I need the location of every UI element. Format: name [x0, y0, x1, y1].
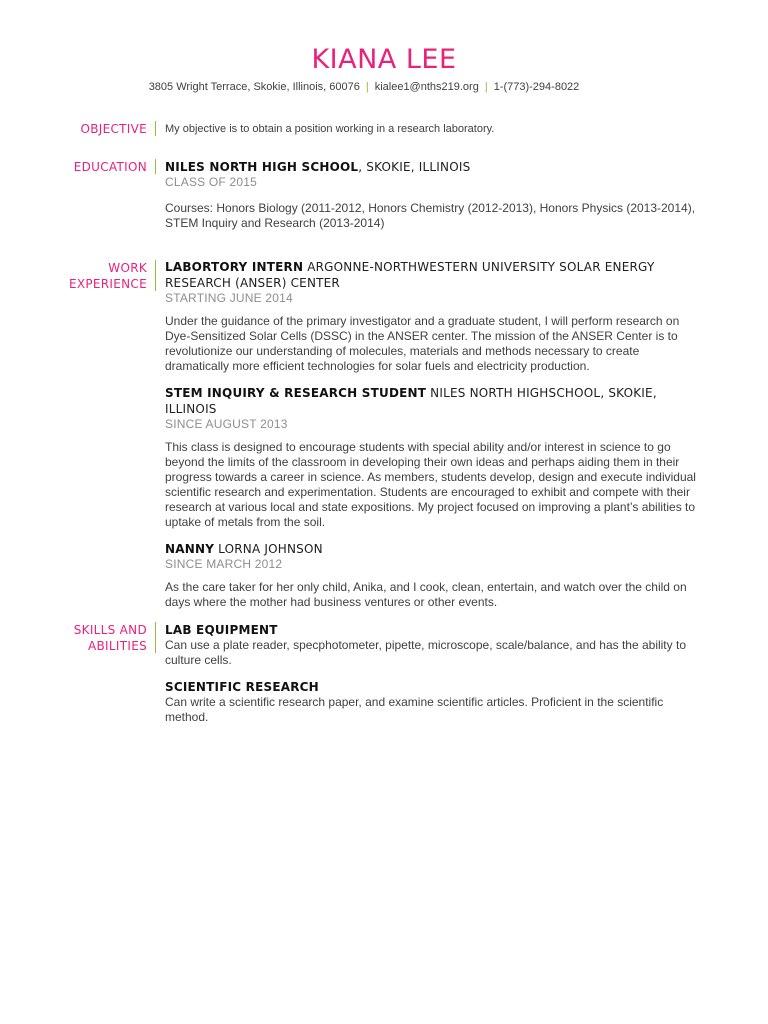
objective-text: My objective is to obtain a position working in a research laboratory. — [165, 123, 495, 135]
class-year: CLASS OF 2015 — [165, 175, 257, 189]
skills-section — [165, 622, 700, 725]
job-heading — [165, 541, 700, 557]
skills-label-line1: SKILLS AND — [73, 623, 147, 637]
skills-label-line2: ABILITIES — [88, 639, 147, 653]
skill-description: Can write a scientific research paper, and examine scientific articles. Proficient in the scientific method. — [165, 695, 664, 724]
job-entry — [165, 259, 700, 374]
job-date: SINCE MARCH 2012 — [165, 557, 283, 571]
job-description: As the care taker for her only child, Anika, and I cook, clean, entertain, and watch over the child on days where the mother had business ventures or other events. — [165, 580, 687, 609]
skill-description: Can use a plate reader, specphotometer, pipette, microscope, scale/balance, and has the ability to culture cells. — [165, 638, 686, 667]
education-label: EDUCATION — [73, 160, 147, 174]
skill-title-text: LAB EQUIPMENT — [165, 623, 278, 637]
education-heading — [165, 159, 700, 175]
job-org: NILES NORTH HIGHSCHOOL, SKOKIE, ILLINOIS — [165, 386, 657, 416]
job-title: STEM INQUIRY & RESEARCH STUDENT — [165, 386, 427, 400]
job-title: NANNY — [165, 542, 215, 556]
job-org: ARGONNE-NORTHWESTERN UNIVERSITY SOLAR ENERGY RESEARCH (ANSER) CENTER — [165, 260, 655, 290]
skills-divider — [155, 622, 156, 653]
objective-label: OBJECTIVE — [80, 122, 147, 136]
email: kialee1@nths219.org — [374, 81, 479, 93]
job-description: Under the guidance of the primary investigator and a graduate student, I will perform research on Dye-Sensitized Solar Cells (DSSC) in the ANSER center. The mission of the ANSER Center is to revolutionize our understanding of molecules, materials and methods necessary to create dramatically more efficient technologies for solar fuels and electricity production. — [165, 314, 680, 373]
courses-text: Courses: Honors Biology (2011-2012, Honors Chemistry (2012-2013), Honors Physics (2013-2014), STEM Inquiry and Research (2013-2014) — [165, 201, 696, 230]
school-location: , SKOKIE, ILLINOIS — [358, 160, 471, 174]
job-entry — [165, 541, 700, 610]
work-section — [165, 259, 700, 610]
separator: | — [365, 81, 369, 93]
address: 3805 Wright Terrace, Skokie, Illinois, 60076 — [148, 81, 360, 93]
work-divider — [155, 260, 156, 291]
skill-entry — [165, 679, 700, 725]
job-heading — [165, 259, 700, 291]
job-description: This class is designed to encourage students with special ability and/or interest in science to go beyond the limits of the classroom in developing their own ideas and perhaps aiding them in their progress towards a career in science. As members, students develop, design and execute individual scientific research and experimentation. Students are encouraged to exhibit and compete with their research at various local and state expositions. My project focused on improving a plant’s abilities to uptake of metals from the soil. — [165, 440, 696, 529]
resume-name: KIANA LEE — [311, 44, 457, 75]
job-title: LABORTORY INTERN — [165, 260, 304, 274]
objective-divider — [155, 121, 156, 136]
work-label-line1: WORK — [108, 261, 147, 275]
work-label-line2: EXPERIENCE — [68, 277, 147, 291]
contact-line — [0, 81, 728, 93]
job-heading — [165, 385, 700, 417]
job-entry — [165, 385, 700, 530]
phone: 1-(773)-294-8022 — [493, 81, 580, 93]
skill-title — [165, 622, 700, 638]
job-date: SINCE AUGUST 2013 — [165, 417, 288, 431]
skill-entry — [165, 622, 700, 668]
education-section — [165, 159, 700, 231]
skills-label — [40, 622, 147, 654]
school-name: NILES NORTH HIGH SCHOOL — [165, 160, 359, 174]
separator: | — [484, 81, 488, 93]
work-label — [40, 260, 147, 292]
education-divider — [155, 159, 156, 174]
job-org: LORNA JOHNSON — [214, 542, 323, 556]
job-date: STARTING JUNE 2014 — [165, 291, 293, 305]
skill-title-text: SCIENTIFIC RESEARCH — [165, 680, 319, 694]
skill-title — [165, 679, 700, 695]
